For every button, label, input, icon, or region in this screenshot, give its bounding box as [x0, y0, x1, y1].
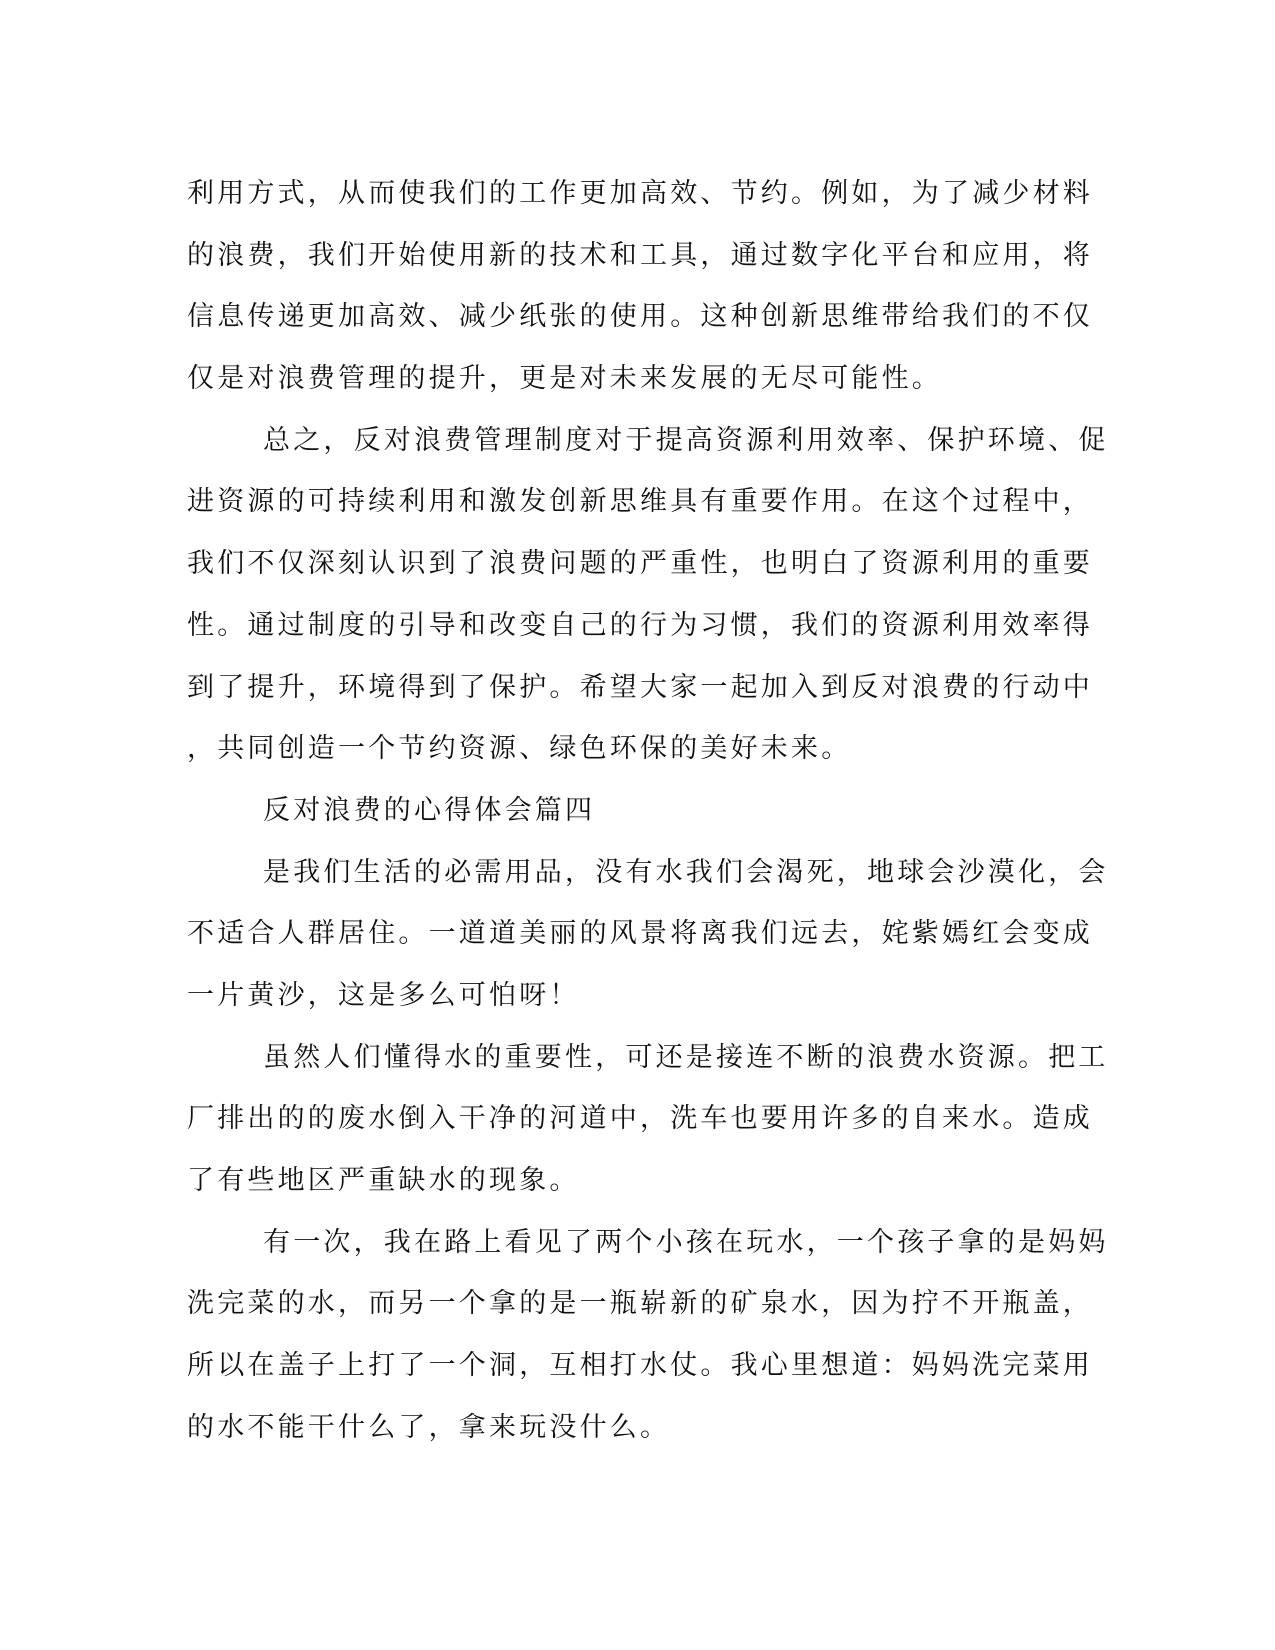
text-line: 洗完菜的水，而另一个拿的是一瓶崭新的矿泉水，因为拧不开瓶盖，: [187, 1288, 1093, 1320]
text-line: 一片黄沙，这是多么可怕呀！: [187, 979, 580, 1011]
text-line: 到了提升，环境得到了保护。希望大家一起加入到反对浪费的行动中: [187, 671, 1093, 703]
text-line: ，共同创造一个节约资源、绿色环保的美好未来。: [187, 733, 852, 765]
text-line: 所以在盖子上打了一个洞，互相打水仗。我心里想道：妈妈洗完菜用: [187, 1350, 1093, 1382]
text-line: 仅是对浪费管理的提升，更是对未来发展的无尽可能性。: [187, 363, 942, 395]
section-heading: 反对浪费的心得体会篇四: [263, 794, 596, 826]
document-body: [187, 163, 1109, 1458]
text-line: 了有些地区严重缺水的现象。: [187, 1165, 580, 1196]
text-line: 我们不仅深刻认识到了浪费问题的严重性，也明白了资源利用的重要: [187, 548, 1093, 580]
text-line: 进资源的可持续利用和激发创新思维具有重要作用。在这个过程中，: [187, 486, 1093, 518]
paragraph-first-line: 有一次，我在路上看见了两个小孩在玩水，一个孩子拿的是妈妈: [263, 1226, 1109, 1258]
text-line: 厂排出的的废水倒入干净的河道中，洗车也要用许多的自来水。造成: [187, 1103, 1093, 1135]
text-line: 信息传递更加高效、减少纸张的使用。这种创新思维带给我们的不仅: [187, 301, 1093, 333]
text-line: 性。通过制度的引导和改变自己的行为习惯，我们的资源利用效率得: [187, 609, 1093, 641]
text-line: 的水不能干什么了，拿来玩没什么。: [187, 1411, 671, 1443]
text-line: 不适合人群居住。一道道美丽的风景将离我们远去，姹紫嫣红会变成: [187, 918, 1093, 950]
paragraph-first-line: 虽然人们懂得水的重要性，可还是接连不断的浪费水资源。把工: [263, 1041, 1109, 1073]
paragraph-first-line: 是我们生活的必需用品，没有水我们会渴死，地球会沙漠化，会: [263, 856, 1109, 888]
paragraph-first-line: 总之，反对浪费管理制度对于提高资源利用效率、保护环境、促: [263, 424, 1109, 456]
text-line: 的浪费，我们开始使用新的技术和工具，通过数字化平台和应用，将: [187, 239, 1093, 271]
text-line: 利用方式，从而使我们的工作更加高效、节约。例如，为了减少材料: [187, 178, 1093, 209]
